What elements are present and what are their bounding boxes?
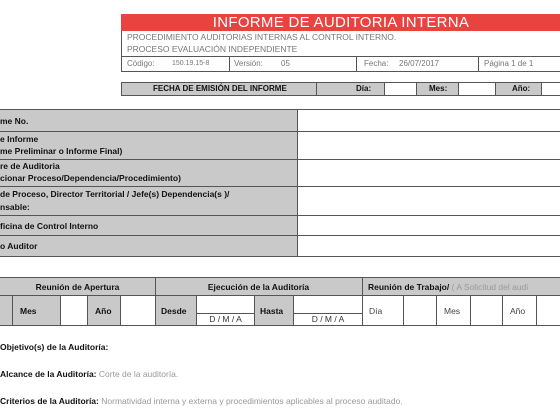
meta-sep-1 (229, 57, 230, 72)
work-year-label: Año (510, 306, 526, 316)
page-number: Página 1 de 1 (484, 59, 534, 68)
emission-month-field[interactable] (458, 83, 496, 95)
report-number-field[interactable] (298, 111, 560, 131)
work-sep-2 (436, 296, 437, 325)
opening-month-label: Mes (20, 306, 37, 316)
opening-year-label: Año (95, 306, 112, 316)
scope-label: Alcance de la Auditoría: (0, 369, 97, 379)
opening-year-field[interactable] (121, 296, 155, 325)
opening-meeting-header: Reunión de Apertura (35, 282, 120, 292)
meta-sep-2 (356, 57, 357, 72)
opening-month-field[interactable] (61, 296, 87, 325)
emission-year-label: Año: (512, 84, 531, 93)
report-number-label: me No. (0, 116, 29, 126)
work-day-field[interactable] (404, 296, 436, 325)
emission-day-label: Día: (356, 84, 372, 93)
work-meeting-note: ( A Solicitud del audi (451, 282, 529, 292)
criteria-label: Criterios de la Auditoría: (0, 396, 99, 406)
work-day-label: Día (369, 306, 383, 316)
process-name: PROCESO EVALUACIÓN INDEPENDIENTE (127, 44, 298, 54)
objective-label: Objetivo(s) de la Auditoría: (0, 342, 109, 352)
execution-from-format: D / M / A (209, 314, 242, 324)
scope-value: Corte de la auditoría. (98, 369, 179, 379)
criteria-row (0, 396, 403, 406)
execution-to-format: D / M / A (311, 314, 345, 324)
work-month-label: Mes (444, 306, 461, 316)
header-divider (121, 56, 560, 57)
scope-row (0, 369, 178, 379)
schedule-divider-2 (362, 278, 363, 325)
auditor-label: o Auditor (0, 241, 38, 251)
process-leader-label: de Proceso, Director Territorial / Jefe(s) Dependencia(s )/ (0, 189, 230, 199)
emission-month-label: Mes: (429, 84, 448, 93)
document-title-text: INFORME DE AUDITORIA INTERNA (212, 14, 470, 31)
version-label: Versión: (234, 59, 263, 68)
opening-day-cell (0, 296, 12, 325)
audit-name-field[interactable] (298, 160, 560, 186)
execution-from-label: Desde (161, 306, 187, 316)
report-type-field[interactable] (298, 132, 560, 159)
procedure-name: PROCEDIMIENTO AUDITORIAS INTERNAS AL CONTROL INTERNO. (127, 32, 397, 42)
emission-date-label: FECHA DE EMISIÓN DEL INFORME (153, 84, 287, 93)
emission-year-field[interactable] (541, 83, 560, 95)
date-label: Fecha: (364, 59, 389, 68)
execution-to-label: Hasta (260, 306, 284, 316)
execution-header: Ejecución de la Auditoría (207, 282, 310, 292)
code-value: 150.19.15-8 (172, 60, 210, 67)
auditor-field[interactable] (298, 236, 560, 256)
code-label: Código: (127, 59, 155, 68)
audit-name-hint: cionar Proceso/Dependencia/Procedimiento) (0, 173, 181, 183)
process-leader-field[interactable] (298, 187, 560, 215)
control-office-field[interactable] (298, 216, 560, 235)
work-sep-4 (502, 296, 503, 325)
work-month-field[interactable] (471, 296, 502, 325)
date-value: 26/07/2017 (399, 59, 440, 68)
document-title (121, 14, 560, 31)
report-type-label: e Informe (0, 134, 39, 144)
criteria-value: Normatividad interna y externa y procedimientos aplicables al proceso auditado. (101, 396, 403, 406)
work-meeting-header (368, 282, 528, 292)
process-leader-hint: nsable: (0, 202, 30, 212)
control-office-label: ficina de Control Interno (0, 221, 99, 231)
report-type-hint: me Preliminar o Informe Final) (0, 146, 123, 156)
audit-name-label: re de Auditoria (0, 161, 60, 171)
emission-day-field[interactable] (384, 83, 417, 95)
version-value: 05 (281, 59, 290, 68)
meta-sep-3 (478, 57, 479, 72)
work-year-field[interactable] (537, 296, 560, 325)
emission-sep-1 (316, 82, 317, 96)
work-meeting-label: Reunión de Trabajo/ (368, 282, 450, 292)
